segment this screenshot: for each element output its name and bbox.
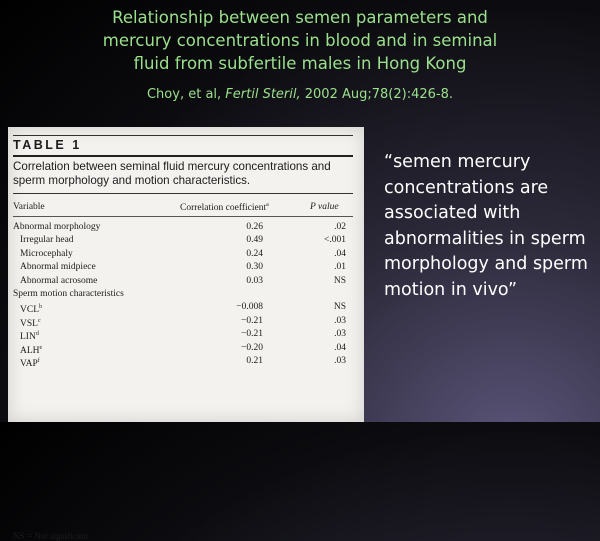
cell-variable-text: Irregular head bbox=[20, 235, 74, 246]
cell-footnote-mark: c bbox=[37, 317, 41, 324]
slide-title-line: Relationship between semen parameters and bbox=[112, 8, 488, 27]
table-row bbox=[8, 275, 364, 288]
cell-variable-text: Microcephaly bbox=[20, 248, 73, 259]
cell-variable-text: Abnormal midpiece bbox=[20, 262, 96, 273]
cell-coefficient: 0.30 bbox=[246, 262, 263, 273]
cell-p-value: .03 bbox=[334, 315, 346, 326]
header-p-value: P value bbox=[310, 202, 339, 212]
cell-p-value: .01 bbox=[334, 262, 346, 273]
citation-journal: Fertil Steril, bbox=[225, 87, 301, 102]
table-row bbox=[8, 301, 364, 314]
cell-variable-text: VSL bbox=[20, 318, 38, 329]
cell-variable-text: Sperm motion characteristics bbox=[13, 289, 124, 299]
cell-coefficient: 0.03 bbox=[246, 275, 263, 286]
cell-variable-text: VCL bbox=[20, 305, 39, 316]
table-row bbox=[8, 261, 364, 274]
citation-details: 2002 Aug;78(2):426-8. bbox=[304, 87, 453, 102]
cell-variable-text: Abnormal morphology bbox=[13, 222, 101, 232]
cell-variable-text: Abnormal acrosome bbox=[20, 275, 98, 286]
slide-title-line: fluid from subfertile males in Hong Kong bbox=[133, 54, 467, 73]
cell-footnote-mark: f bbox=[37, 358, 40, 364]
cell-coefficient: −0.008 bbox=[236, 302, 263, 313]
table-row bbox=[8, 315, 364, 328]
cell-p-value: NS bbox=[333, 302, 346, 313]
cell-variable bbox=[20, 248, 73, 261]
cell-p-value: .04 bbox=[334, 342, 346, 353]
cell-variable-text: VAP bbox=[20, 359, 38, 370]
table-footnote: NS = Not significant. bbox=[13, 531, 91, 541]
table-row bbox=[8, 288, 364, 301]
header-variable: Variable bbox=[13, 202, 45, 212]
header-coefficient-mark: a bbox=[266, 202, 269, 208]
table-divider bbox=[13, 193, 353, 194]
scanned-table-image bbox=[8, 127, 364, 541]
quote-text: “semen mercury concentrations are associated with abnormalities in sperm morphology and sperm motion in vivo” bbox=[384, 152, 588, 300]
cell-variable bbox=[20, 275, 97, 288]
cell-p-value: .03 bbox=[334, 329, 346, 340]
cell-variable bbox=[20, 234, 74, 247]
cell-coefficient: 0.26 bbox=[246, 222, 263, 232]
cell-p-value: .03 bbox=[334, 356, 346, 366]
table-row bbox=[8, 355, 364, 368]
citation bbox=[60, 87, 540, 102]
cell-coefficient: −0.20 bbox=[241, 342, 263, 353]
cell-variable bbox=[20, 355, 40, 371]
cell-variable bbox=[13, 288, 124, 301]
table-label: TABLE 1 bbox=[13, 135, 353, 157]
table-row bbox=[8, 342, 364, 355]
cell-footnote-mark: b bbox=[39, 304, 42, 311]
table-divider bbox=[13, 216, 353, 217]
cell-coefficient: 0.21 bbox=[246, 356, 263, 366]
table-row bbox=[8, 234, 364, 247]
cell-p-value: NS bbox=[333, 275, 346, 286]
cell-variable bbox=[13, 221, 100, 234]
slide-title-line: mercury concentrations in blood and in seminal bbox=[102, 31, 498, 50]
cell-p-value: <.001 bbox=[324, 235, 346, 246]
cell-coefficient: 0.24 bbox=[246, 248, 263, 259]
cell-coefficient: −0.21 bbox=[241, 315, 263, 326]
cell-p-value: .02 bbox=[334, 222, 346, 232]
cell-footnote-mark: d bbox=[35, 331, 39, 338]
cell-variable-text: LIN bbox=[20, 332, 36, 343]
table-caption: Correlation between seminal fluid mercury concentrations and sperm morphology and motion characteristics. bbox=[13, 160, 331, 187]
cell-variable bbox=[20, 261, 96, 274]
cell-p-value: .04 bbox=[334, 248, 346, 259]
cell-footnote-mark: e bbox=[39, 344, 43, 351]
cell-coefficient: 0.49 bbox=[246, 235, 263, 246]
slide-title bbox=[60, 6, 540, 75]
cell-variable-text: ALH bbox=[20, 345, 40, 356]
header-coefficient-text: Correlation coefficient bbox=[180, 203, 267, 214]
cell-coefficient: −0.21 bbox=[241, 329, 263, 340]
header-coefficient bbox=[180, 202, 269, 213]
table-row bbox=[8, 221, 364, 234]
table-row bbox=[8, 248, 364, 261]
table-row bbox=[8, 328, 364, 341]
citation-authors: Choy, et al, bbox=[146, 87, 222, 102]
